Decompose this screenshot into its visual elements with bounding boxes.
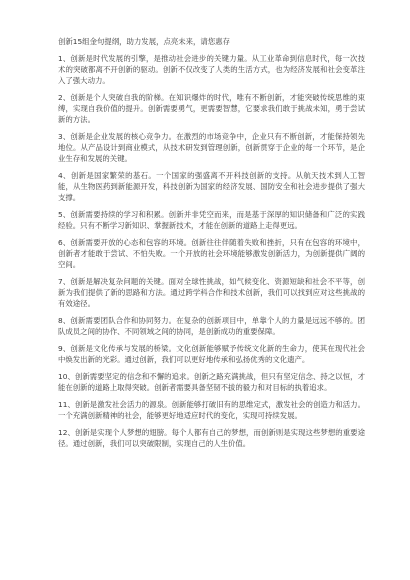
paragraph-4: 4、创新是国家繁荣的基石。一个国家的强盛离不开科技创新的支持。从航天技术到人工智能，从生物医药到新能源开发，科技创新为国家的经济发展、国防安全和社会进步提供了强大支撑。 (58, 171, 365, 202)
paragraph-1: 1、创新是时代发展的引擎，是推动社会进步的关键力量。从工业革命到信息时代，每一次技术的突破都离不开创新的驱动。创新不仅改变了人类的生活方式，也为经济发展和社会变革注入了强大动力。 (58, 54, 365, 85)
paragraph-9: 9、创新是文化传承与发展的桥梁。文化创新能够赋予传统文化新的生命力，使其在现代社会中焕发出新的光彩。通过创新，我们可以更好地传承和弘扬优秀的文化遗产。 (58, 344, 365, 364)
paragraph-7: 7、创新是解决复杂问题的关键。面对全球性挑战，如气候变化、资源短缺和社会不平等，创新为我们提供了新的思路和方法。通过跨学科合作和技术创新，我们可以找到应对这些挑战的有效途径。 (58, 277, 365, 308)
paragraph-5: 5、创新需要持续的学习和积累。创新并非凭空而来，而是基于深厚的知识储备和广泛的实践经验。只有不断学习新知识、掌握新技术，才能在创新的道路上走得更远。 (58, 210, 365, 230)
paragraph-8: 8、创新需要团队合作和协同努力。在复杂的创新项目中，单靠个人的力量是远远不够的。团队成员之间的协作、不同领域之间的协同，是创新成功的重要保障。 (58, 316, 365, 336)
paragraph-11: 11、创新是激发社会活力的源泉。创新能够打破旧有的思维定式，激发社会的创造力和活力。一个充满创新精神的社会，能够更好地适应时代的变化，实现可持续发展。 (58, 400, 365, 420)
paragraph-3: 3、创新是企业发展的核心竞争力。在激烈的市场竞争中，企业只有不断创新，才能保持领先地位。从产品设计到商业模式，从技术研发到管理创新，创新贯穿于企业的每一个环节，是企业生存和发展的关键。 (58, 132, 365, 163)
paragraph-6: 6、创新需要开放的心态和包容的环境。创新往往伴随着失败和挫折，只有在包容的环境中，创新者才能敢于尝试、不怕失败。一个开放的社会环境能够激发创新活力，为创新提供广阔的空间。 (58, 238, 365, 269)
document-title: 创新15组金句提纲，助力发展，点亮未来，请您惠存 (58, 37, 231, 46)
paragraph-10: 10、创新需要坚定的信念和不懈的追求。创新之路充满挑战，但只有坚定信念、持之以恒，才能在创新的道路上取得突破。创新者需要具备坚韧不拔的毅力和对目标的执着追求。 (58, 372, 365, 392)
paragraph-2: 2、创新是个人突破自我的阶梯。在知识爆炸的时代，唯有不断创新，才能突破传统思维的束缚，实现自我价值的提升。创新需要勇气，更需要智慧，它要求我们敢于挑战未知，勇于尝试新的方法。 (58, 93, 365, 124)
paragraph-12: 12、创新是实现个人梦想的翅膀。每个人都有自己的梦想，而创新则是实现这些梦想的重要途径。通过创新，我们可以突破限制，实现自己的人生价值。 (58, 428, 365, 448)
